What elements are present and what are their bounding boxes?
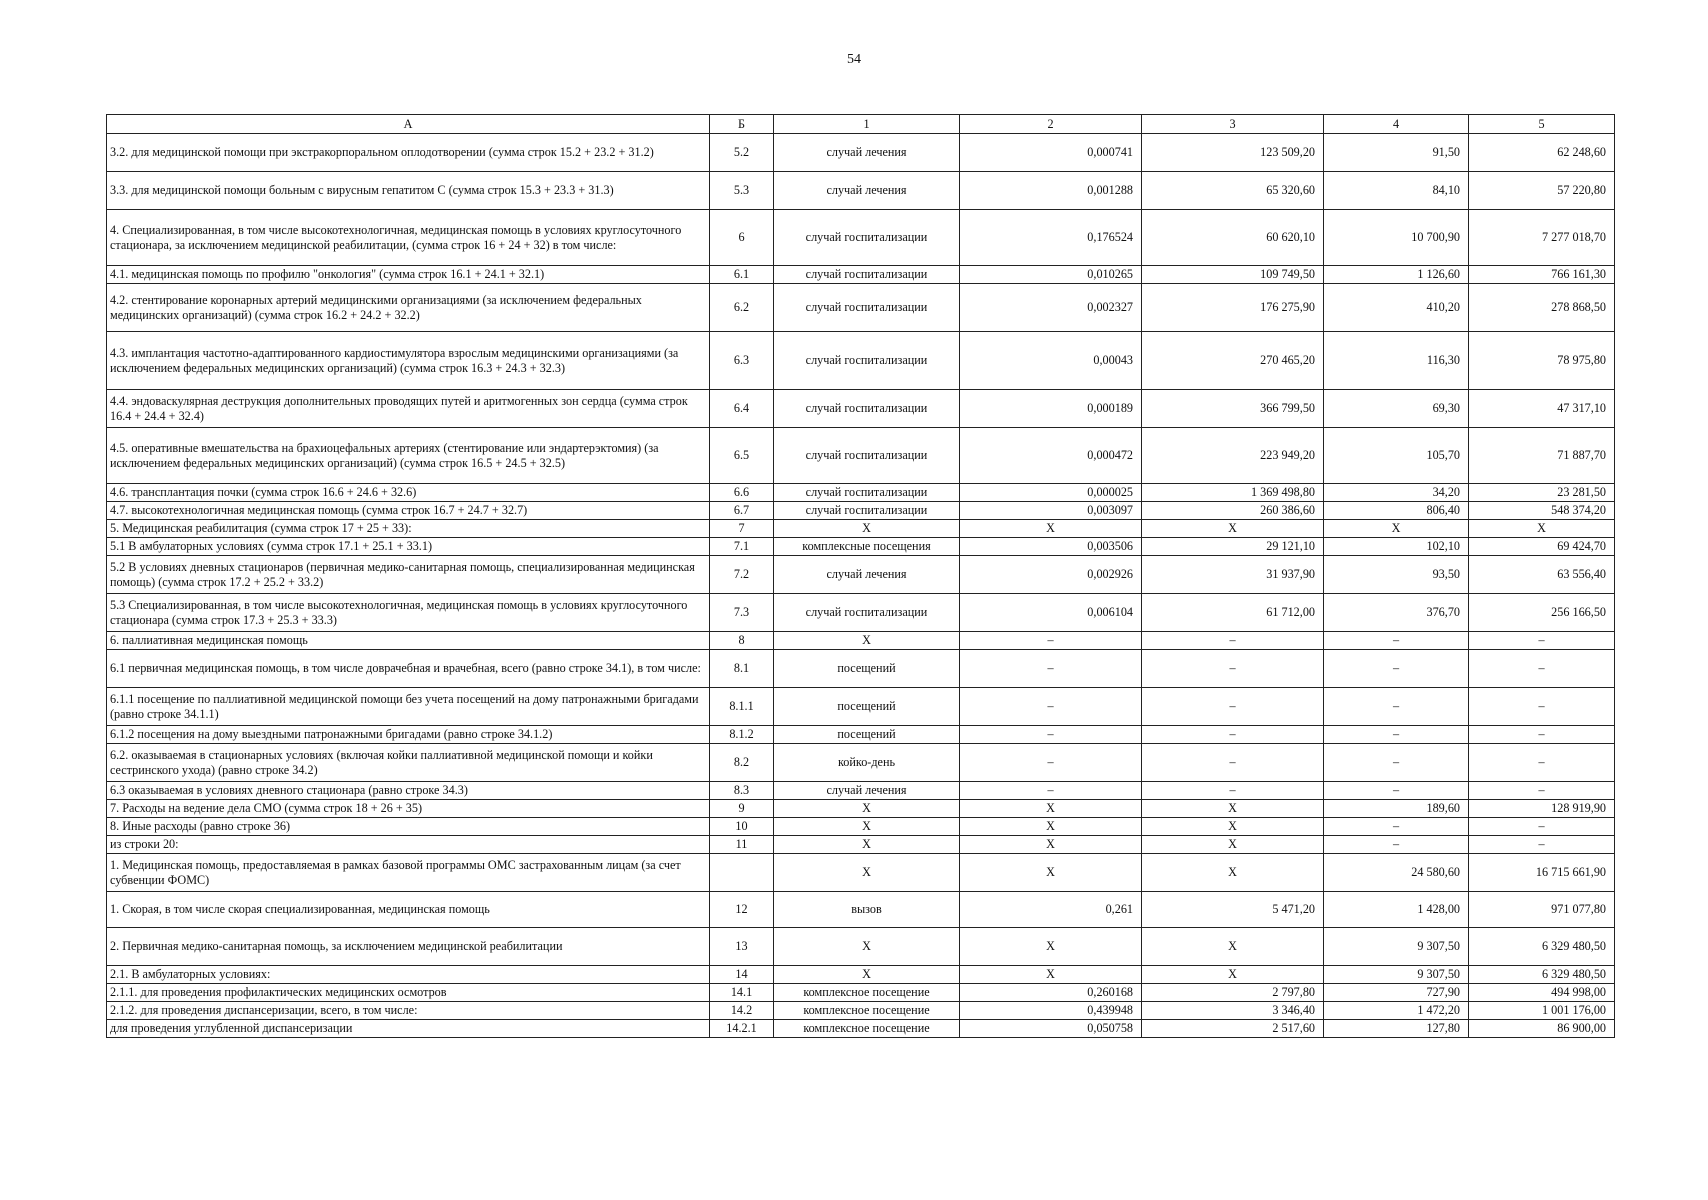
row-col-5: 7 277 018,70 (1469, 210, 1615, 266)
row-col-2: X (960, 966, 1142, 984)
row-col-3: – (1142, 650, 1324, 688)
row-col-4: – (1324, 726, 1469, 744)
row-col-5: – (1469, 632, 1615, 650)
row-col-3: 29 121,10 (1142, 538, 1324, 556)
row-unit: X (774, 818, 960, 836)
row-col-2: 0,000025 (960, 484, 1142, 502)
row-code: 5.2 (710, 134, 774, 172)
table-row (107, 594, 1615, 632)
row-unit: X (774, 836, 960, 854)
row-unit: случай госпитализации (774, 332, 960, 390)
row-col-5: X (1469, 520, 1615, 538)
table-row (107, 984, 1615, 1002)
row-code: 7.1 (710, 538, 774, 556)
table-row (107, 928, 1615, 966)
row-col-2: 0,050758 (960, 1020, 1142, 1038)
row-label: 8. Иные расходы (равно строке 36) (107, 818, 710, 836)
row-col-3: – (1142, 688, 1324, 726)
row-col-5: 971 077,80 (1469, 892, 1615, 928)
row-col-4: 9 307,50 (1324, 928, 1469, 966)
table-row (107, 210, 1615, 266)
row-label: 1. Скорая, в том числе скорая специализированная, медицинская помощь (107, 892, 710, 928)
table-row (107, 800, 1615, 818)
row-col-5: – (1469, 650, 1615, 688)
row-col-4: – (1324, 632, 1469, 650)
row-label: 6.1 первичная медицинская помощь, в том числе доврачебная и врачебная, всего (равно строке 34.1), в том числе: (107, 650, 710, 688)
row-label: 4.7. высокотехнологичная медицинская помощь (сумма строк 16.7 + 24.7 + 32.7) (107, 502, 710, 520)
row-col-3: 109 749,50 (1142, 266, 1324, 284)
row-code: 14.2 (710, 1002, 774, 1020)
row-col-4: 1 428,00 (1324, 892, 1469, 928)
row-code: 8.2 (710, 744, 774, 782)
row-label: 2.1.2. для проведения диспансеризации, всего, в том числе: (107, 1002, 710, 1020)
row-col-5: 1 001 176,00 (1469, 1002, 1615, 1020)
row-unit: посещений (774, 688, 960, 726)
row-code: 9 (710, 800, 774, 818)
row-label: 4.3. имплантация частотно-адаптированного кардиостимулятора взрослым медицинскими организациями (за исключением федеральных медицинских организаций) (сумма строк 16.3 + 24.3 + 32.3) (107, 332, 710, 390)
row-col-4: 1 472,20 (1324, 1002, 1469, 1020)
row-col-4: – (1324, 744, 1469, 782)
row-col-2: 0,000189 (960, 390, 1142, 428)
row-label: 6. паллиативная медицинская помощь (107, 632, 710, 650)
row-col-5: 47 317,10 (1469, 390, 1615, 428)
table-row (107, 782, 1615, 800)
row-col-4: X (1324, 520, 1469, 538)
table-row (107, 266, 1615, 284)
row-col-2: 0,261 (960, 892, 1142, 928)
row-col-4: 116,30 (1324, 332, 1469, 390)
row-col-5: 57 220,80 (1469, 172, 1615, 210)
row-label: 6.1.1 посещение по паллиативной медицинской помощи без учета посещений на дому патронажными бригадами (равно строке 34.1.1) (107, 688, 710, 726)
row-col-5: 548 374,20 (1469, 502, 1615, 520)
row-unit: случай госпитализации (774, 484, 960, 502)
row-code: 8.1.1 (710, 688, 774, 726)
row-col-5: 69 424,70 (1469, 538, 1615, 556)
row-col-3: 1 369 498,80 (1142, 484, 1324, 502)
row-col-3: 31 937,90 (1142, 556, 1324, 594)
row-label: 4. Специализированная, в том числе высокотехнологичная, медицинская помощь в условиях круглосуточного стационара, за исключением медицинской реабилитации, (сумма строк 16 + 24 + 32) в том числе: (107, 210, 710, 266)
row-unit: посещений (774, 650, 960, 688)
row-col-3: X (1142, 818, 1324, 836)
row-code: 13 (710, 928, 774, 966)
header-cell: А (107, 115, 710, 134)
row-label: 4.1. медицинская помощь по профилю "онкология" (сумма строк 16.1 + 24.1 + 32.1) (107, 266, 710, 284)
row-col-2: X (960, 928, 1142, 966)
row-unit: комплексное посещение (774, 1020, 960, 1038)
row-code: 6.4 (710, 390, 774, 428)
row-col-2: 0,006104 (960, 594, 1142, 632)
row-code: 11 (710, 836, 774, 854)
table-row (107, 836, 1615, 854)
row-col-4: – (1324, 688, 1469, 726)
row-unit: койко-день (774, 744, 960, 782)
row-code: 14 (710, 966, 774, 984)
row-code: 7.2 (710, 556, 774, 594)
table-row (107, 556, 1615, 594)
row-code: 5.3 (710, 172, 774, 210)
table-row (107, 818, 1615, 836)
row-col-3: 366 799,50 (1142, 390, 1324, 428)
row-col-2: 0,176524 (960, 210, 1142, 266)
table-row (107, 520, 1615, 538)
table-row (107, 726, 1615, 744)
row-unit: случай лечения (774, 134, 960, 172)
row-unit: X (774, 800, 960, 818)
row-unit: X (774, 928, 960, 966)
row-label: 5. Медицинская реабилитация (сумма строк 17 + 25 + 33): (107, 520, 710, 538)
row-col-3: X (1142, 854, 1324, 892)
row-label: 5.2 В условиях дневных стационаров (первичная медико-санитарная помощь, специализированная медицинская помощь) (сумма строк 17.2 + 25.2 + 33.2) (107, 556, 710, 594)
row-label: 6.3 оказываемая в условиях дневного стационара (равно строке 34.3) (107, 782, 710, 800)
row-unit: X (774, 854, 960, 892)
row-label: 4.4. эндоваскулярная деструкция дополнительных проводящих путей и аритмогенных зон сердца (сумма строк 16.4 + 24.4 + 32.4) (107, 390, 710, 428)
row-unit: случай госпитализации (774, 428, 960, 484)
row-col-4: 24 580,60 (1324, 854, 1469, 892)
row-col-5: 86 900,00 (1469, 1020, 1615, 1038)
row-col-5: 71 887,70 (1469, 428, 1615, 484)
table-row (107, 688, 1615, 726)
row-col-5: – (1469, 688, 1615, 726)
row-label: 5.3 Специализированная, в том числе высокотехнологичная, медицинская помощь в условиях круглосуточного стационара (сумма строк 17.3 + 25.3 + 33.3) (107, 594, 710, 632)
row-col-5: 6 329 480,50 (1469, 928, 1615, 966)
table-row (107, 538, 1615, 556)
row-col-3: – (1142, 726, 1324, 744)
row-unit: случай госпитализации (774, 594, 960, 632)
row-unit: случай лечения (774, 556, 960, 594)
row-unit: комплексные посещения (774, 538, 960, 556)
row-col-5: 278 868,50 (1469, 284, 1615, 332)
row-col-2: X (960, 836, 1142, 854)
row-col-4: – (1324, 782, 1469, 800)
row-col-4: 10 700,90 (1324, 210, 1469, 266)
row-col-5: 6 329 480,50 (1469, 966, 1615, 984)
row-label: 3.2. для медицинской помощи при экстракорпоральном оплодотворении (сумма строк 15.2 + 23.2 + 31.2) (107, 134, 710, 172)
row-col-5: – (1469, 726, 1615, 744)
header-cell: 3 (1142, 115, 1324, 134)
row-col-3: X (1142, 836, 1324, 854)
row-col-2: – (960, 632, 1142, 650)
row-code: 6 (710, 210, 774, 266)
table-row (107, 502, 1615, 520)
table-row (107, 134, 1615, 172)
row-col-2: 0,001288 (960, 172, 1142, 210)
row-col-3: 270 465,20 (1142, 332, 1324, 390)
row-code: 7 (710, 520, 774, 538)
row-label: для проведения углубленной диспансеризации (107, 1020, 710, 1038)
row-unit: X (774, 632, 960, 650)
row-code: 6.1 (710, 266, 774, 284)
row-unit: случай госпитализации (774, 502, 960, 520)
row-col-5: 256 166,50 (1469, 594, 1615, 632)
row-col-2: – (960, 782, 1142, 800)
row-label: 5.1 В амбулаторных условиях (сумма строк 17.1 + 25.1 + 33.1) (107, 538, 710, 556)
page-number: 54 (847, 52, 861, 67)
row-code: 8.3 (710, 782, 774, 800)
table-row (107, 744, 1615, 782)
row-col-4: 105,70 (1324, 428, 1469, 484)
table-row (107, 172, 1615, 210)
row-col-4: – (1324, 650, 1469, 688)
table-row (107, 854, 1615, 892)
row-code: 12 (710, 892, 774, 928)
row-col-3: X (1142, 520, 1324, 538)
row-label: 4.5. оперативные вмешательства на брахиоцефальных артериях (стентирование или эндартерэктомия) (за исключением федеральных медицинских организаций) (сумма строк 16.5 + 24.5 + 32.5) (107, 428, 710, 484)
row-code: 6.6 (710, 484, 774, 502)
table-row (107, 892, 1615, 928)
row-col-5: 128 919,90 (1469, 800, 1615, 818)
row-unit: случай лечения (774, 782, 960, 800)
row-code: 10 (710, 818, 774, 836)
header-cell: Б (710, 115, 774, 134)
row-label: 6.1.2 посещения на дому выездными патронажными бригадами (равно строке 34.1.2) (107, 726, 710, 744)
row-col-5: – (1469, 836, 1615, 854)
row-col-4: 93,50 (1324, 556, 1469, 594)
row-unit: посещений (774, 726, 960, 744)
table-row (107, 632, 1615, 650)
row-col-4: 102,10 (1324, 538, 1469, 556)
row-col-3: 60 620,10 (1142, 210, 1324, 266)
table-row (107, 1020, 1615, 1038)
row-col-4: 727,90 (1324, 984, 1469, 1002)
row-col-4: 376,70 (1324, 594, 1469, 632)
row-code: 6.7 (710, 502, 774, 520)
row-col-4: 189,60 (1324, 800, 1469, 818)
row-col-5: – (1469, 744, 1615, 782)
row-col-2: – (960, 688, 1142, 726)
row-label: 2.1.1. для проведения профилактических медицинских осмотров (107, 984, 710, 1002)
row-code: 7.3 (710, 594, 774, 632)
table-row (107, 1002, 1615, 1020)
row-col-2: – (960, 744, 1142, 782)
row-unit: комплексное посещение (774, 1002, 960, 1020)
row-col-2: 0,010265 (960, 266, 1142, 284)
row-unit: случай лечения (774, 172, 960, 210)
row-col-3: 2 517,60 (1142, 1020, 1324, 1038)
row-col-3: X (1142, 966, 1324, 984)
row-col-2: 0,003506 (960, 538, 1142, 556)
row-unit: X (774, 966, 960, 984)
row-label: 1. Медицинская помощь, предоставляемая в рамках базовой программы ОМС застрахованным лицам (за счет субвенции ФОМС) (107, 854, 710, 892)
row-unit: случай госпитализации (774, 284, 960, 332)
row-col-4: 806,40 (1324, 502, 1469, 520)
header-cell: 2 (960, 115, 1142, 134)
row-col-5: – (1469, 818, 1615, 836)
row-col-4: 9 307,50 (1324, 966, 1469, 984)
row-col-2: X (960, 818, 1142, 836)
table-row (107, 284, 1615, 332)
row-col-4: – (1324, 836, 1469, 854)
row-col-3: X (1142, 800, 1324, 818)
row-code: 8 (710, 632, 774, 650)
row-col-3: – (1142, 782, 1324, 800)
row-col-4: 410,20 (1324, 284, 1469, 332)
header-row (107, 115, 1615, 134)
row-label: 4.6. трансплантация почки (сумма строк 16.6 + 24.6 + 32.6) (107, 484, 710, 502)
row-col-3: 223 949,20 (1142, 428, 1324, 484)
data-table (106, 114, 1615, 1038)
table-row (107, 966, 1615, 984)
row-col-4: 91,50 (1324, 134, 1469, 172)
row-unit: случай госпитализации (774, 390, 960, 428)
row-col-2: 0,439948 (960, 1002, 1142, 1020)
row-col-2: X (960, 520, 1142, 538)
row-col-5: – (1469, 782, 1615, 800)
row-col-3: 61 712,00 (1142, 594, 1324, 632)
row-unit: случай госпитализации (774, 266, 960, 284)
row-label: 6.2. оказываемая в стационарных условиях (включая койки паллиативной медицинской помощи и койки сестринского ухода) (равно строке 34.2) (107, 744, 710, 782)
row-code: 14.2.1 (710, 1020, 774, 1038)
row-col-4: 1 126,60 (1324, 266, 1469, 284)
table-row (107, 428, 1615, 484)
row-col-2: 0,260168 (960, 984, 1142, 1002)
row-col-3: – (1142, 744, 1324, 782)
row-col-2: 0,00043 (960, 332, 1142, 390)
row-col-4: – (1324, 818, 1469, 836)
row-unit: X (774, 520, 960, 538)
row-label: 2. Первичная медико-санитарная помощь, за исключением медицинской реабилитации (107, 928, 710, 966)
row-col-3: X (1142, 928, 1324, 966)
row-label: 2.1. В амбулаторных условиях: (107, 966, 710, 984)
row-col-3: – (1142, 632, 1324, 650)
row-code: 8.1.2 (710, 726, 774, 744)
row-col-4: 34,20 (1324, 484, 1469, 502)
row-label: 7. Расходы на ведение дела СМО (сумма строк 18 + 26 + 35) (107, 800, 710, 818)
row-col-2: 0,003097 (960, 502, 1142, 520)
row-col-2: 0,002926 (960, 556, 1142, 594)
row-col-2: 0,000472 (960, 428, 1142, 484)
row-col-3: 3 346,40 (1142, 1002, 1324, 1020)
row-col-3: 260 386,60 (1142, 502, 1324, 520)
row-col-3: 123 509,20 (1142, 134, 1324, 172)
row-col-2: – (960, 650, 1142, 688)
row-col-3: 5 471,20 (1142, 892, 1324, 928)
row-code: 14.1 (710, 984, 774, 1002)
row-label: 3.3. для медицинской помощи больным с вирусным гепатитом С (сумма строк 15.3 + 23.3 + 31.3) (107, 172, 710, 210)
row-code: 8.1 (710, 650, 774, 688)
row-col-4: 127,80 (1324, 1020, 1469, 1038)
row-col-5: 63 556,40 (1469, 556, 1615, 594)
row-code: 6.3 (710, 332, 774, 390)
row-unit: вызов (774, 892, 960, 928)
row-col-2: 0,000741 (960, 134, 1142, 172)
table-row (107, 484, 1615, 502)
row-code (710, 854, 774, 892)
row-col-2: X (960, 800, 1142, 818)
row-col-5: 766 161,30 (1469, 266, 1615, 284)
header-cell: 5 (1469, 115, 1615, 134)
row-col-3: 65 320,60 (1142, 172, 1324, 210)
row-col-2: 0,002327 (960, 284, 1142, 332)
row-col-5: 78 975,80 (1469, 332, 1615, 390)
row-col-4: 69,30 (1324, 390, 1469, 428)
row-col-4: 84,10 (1324, 172, 1469, 210)
row-col-3: 176 275,90 (1142, 284, 1324, 332)
row-col-5: 16 715 661,90 (1469, 854, 1615, 892)
row-col-3: 2 797,80 (1142, 984, 1324, 1002)
row-col-5: 62 248,60 (1469, 134, 1615, 172)
row-col-5: 23 281,50 (1469, 484, 1615, 502)
table-row (107, 650, 1615, 688)
table-row (107, 390, 1615, 428)
row-label: из строки 20: (107, 836, 710, 854)
row-unit: случай госпитализации (774, 210, 960, 266)
table-row (107, 332, 1615, 390)
header-cell: 1 (774, 115, 960, 134)
header-cell: 4 (1324, 115, 1469, 134)
row-col-5: 494 998,00 (1469, 984, 1615, 1002)
row-col-2: X (960, 854, 1142, 892)
row-code: 6.2 (710, 284, 774, 332)
row-col-2: – (960, 726, 1142, 744)
row-label: 4.2. стентирование коронарных артерий медицинскими организациями (за исключением федеральных медицинских организаций) (сумма строк 16.2 + 24.2 + 32.2) (107, 284, 710, 332)
table-body (107, 134, 1615, 1038)
row-code: 6.5 (710, 428, 774, 484)
row-unit: комплексное посещение (774, 984, 960, 1002)
